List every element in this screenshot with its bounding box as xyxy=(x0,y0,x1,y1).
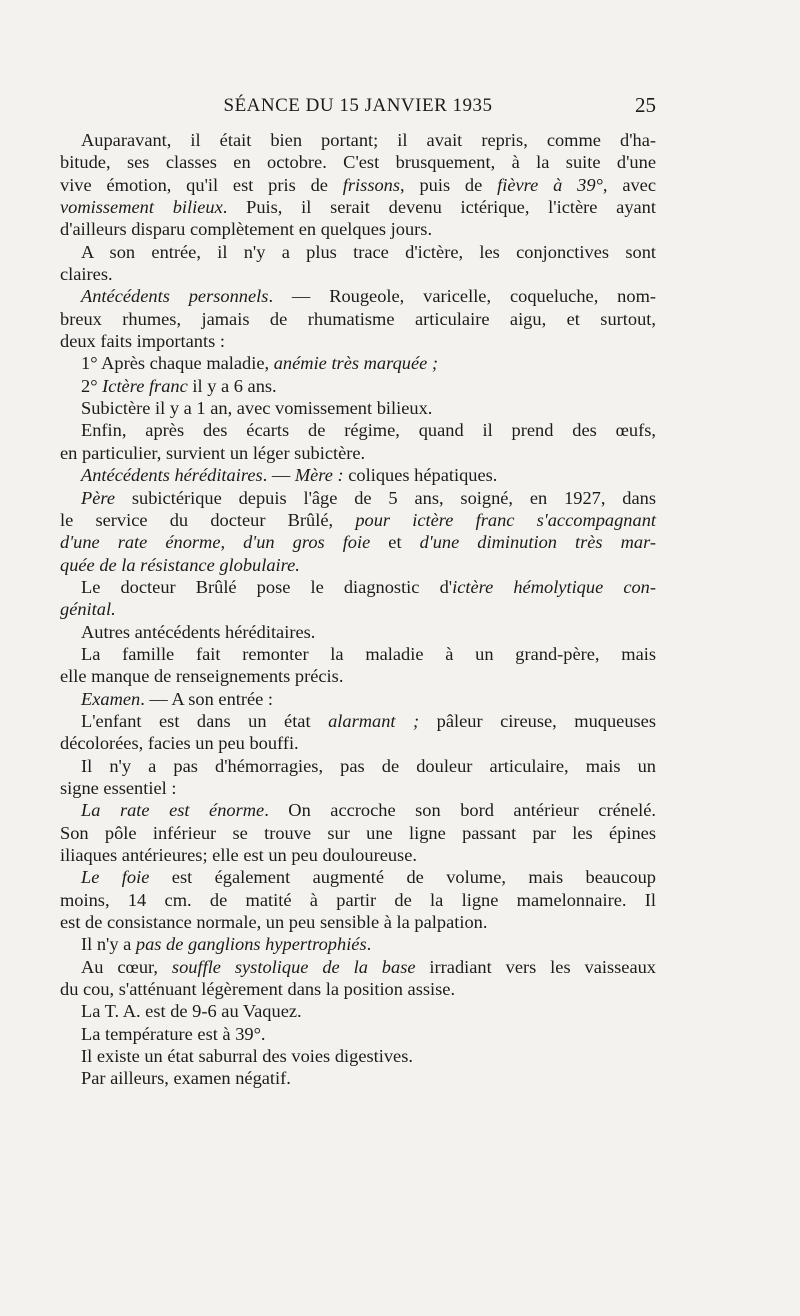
italic-text: Mère : xyxy=(294,465,344,486)
text-run: le service du docteur Brûlé, xyxy=(60,509,356,530)
text-run: subictérique depuis l'âge de 5 ans, soigné, en 1927, dans xyxy=(115,487,656,508)
text-line: La T. A. est de 9-6 au Vaquez. xyxy=(81,1001,302,1022)
italic-text: Père xyxy=(81,487,116,508)
text-line: deux faits importants : xyxy=(60,331,225,352)
text-line: Subictère il y a 1 an, avec vomissement bilieux. xyxy=(81,398,433,419)
text-line xyxy=(60,531,656,553)
italic-text: pour ictère franc s'accompagnant xyxy=(355,509,657,530)
paragraph-liver xyxy=(60,866,656,933)
text-run: L'enfant est dans un état xyxy=(81,710,329,731)
text-line: La température est à 39°. xyxy=(81,1023,266,1044)
list-item xyxy=(60,352,656,374)
text-run: . — Rougeole, varicelle, coqueluche, nom- xyxy=(268,286,657,307)
paragraph-personal-history xyxy=(60,285,656,352)
text-line: signe essentiel : xyxy=(60,777,177,798)
text-line: A son entrée, il n'y a plus trace d'ictère, les conjonctives sont xyxy=(81,241,656,262)
italic-text: génital. xyxy=(60,599,116,620)
text-run: Le docteur Brûlé pose le diagnostic xyxy=(81,576,440,597)
body-text xyxy=(60,129,656,1090)
text-line: Enfin, après des écarts de régime, quand il prend des œufs, xyxy=(81,420,656,441)
text-run: . — A son entrée : xyxy=(140,688,274,709)
text-line: elle manque de renseignements précis. xyxy=(60,666,344,687)
text-line xyxy=(60,487,656,509)
text-run: 1° Après chaque maladie, xyxy=(81,353,274,374)
text-line: Son pôle inférieur se trouve sur une ligne passant par les épines xyxy=(60,822,656,843)
text-line: en particulier, survient un léger subictère. xyxy=(60,442,366,463)
text-line: breux rhumes, jamais de rhumatisme articulaire aigu, et surtout, xyxy=(60,308,656,329)
text-line: moins, 14 cm. de matité à partir de la ligne mamelonnaire. Il xyxy=(60,889,656,910)
italic-text: Le foie xyxy=(81,867,150,888)
text-run: irradiant vers les vaisseaux xyxy=(415,956,657,977)
text-line xyxy=(60,933,656,955)
paragraph-entry xyxy=(60,241,656,286)
paragraph-signs xyxy=(60,755,656,800)
text-line: Autres antécédents héréditaires. xyxy=(81,621,316,642)
text-run: . Puis, il serait devenu ictérique, l'ictère ayant xyxy=(222,197,656,218)
italic-text: quée de la résistance globulaire. xyxy=(60,554,300,575)
text-line xyxy=(60,688,656,710)
italic-text: ictère hémolytique con- xyxy=(452,576,657,597)
text-line xyxy=(60,196,656,218)
text-line: du cou, s'atténuant légèrement dans la position assise. xyxy=(60,979,456,1000)
text-run: d' xyxy=(439,576,453,597)
page-number: 25 xyxy=(635,93,656,117)
text-line xyxy=(60,866,656,888)
text-line: Il existe un état saburral des voies digestives. xyxy=(81,1046,413,1067)
text-run: Il n'y a xyxy=(81,934,136,955)
section-heading: Antécédents héréditaires xyxy=(81,465,263,486)
text-line: Auparavant, il était bien portant; il avait repris, comme d'ha- xyxy=(81,130,656,150)
text-line: d'ailleurs disparu complètement en quelques jours. xyxy=(60,219,433,240)
text-line xyxy=(60,174,656,196)
italic-text: anémie très marquée ; xyxy=(273,353,439,374)
paragraph-history xyxy=(60,129,656,241)
text-run: pâleur cireuse, muqueuses xyxy=(419,710,657,731)
italic-text: La rate est énorme xyxy=(81,800,265,821)
italic-text: alarmant ; xyxy=(328,710,420,731)
text-line xyxy=(60,285,656,307)
text-run: vive émotion, qu'il est pris de xyxy=(60,174,343,195)
italic-text: d'une rate énorme, d'un gros foie xyxy=(60,532,371,553)
paragraph-spleen xyxy=(60,799,656,866)
running-title: SÉANCE DU 15 JANVIER 1935 xyxy=(223,95,493,116)
text-run: 2° xyxy=(81,375,103,396)
paragraph-father xyxy=(60,487,656,576)
italic-text: vomissement bilieux xyxy=(60,197,223,218)
list-item xyxy=(60,375,656,397)
section-heading: Examen xyxy=(81,688,141,709)
text-line xyxy=(60,598,656,620)
text-run: . xyxy=(366,934,372,955)
page-header xyxy=(60,93,656,123)
text-run: coliques hépatiques. xyxy=(343,465,498,486)
text-run: Au cœur, xyxy=(81,956,172,977)
italic-text: Ictère franc xyxy=(102,375,188,396)
italic-text: frissons xyxy=(342,174,401,195)
text-run: , avec xyxy=(602,174,657,195)
text-line: La famille fait remonter la maladie à un grand-père, mais xyxy=(81,643,656,664)
text-line xyxy=(60,464,656,486)
paragraph-heart xyxy=(60,956,656,1001)
text-line: bitude, ses classes en octobre. C'est brusquement, à la suite d'une xyxy=(60,152,656,173)
paragraph-diagnosis xyxy=(60,576,656,621)
text-line: Il n'y a pas d'hémorragies, pas de douleur articulaire, mais un xyxy=(81,755,656,776)
paragraph-family xyxy=(60,643,656,688)
text-run: il y a 6 ans. xyxy=(187,375,277,396)
text-line xyxy=(60,509,656,531)
text-run: . On accroche son bord antérieur crénelé. xyxy=(264,800,656,821)
italic-text: fièvre à 39° xyxy=(497,174,603,195)
section-heading: Antécédents personnels xyxy=(81,286,269,307)
text-run: , puis de xyxy=(400,174,498,195)
italic-text: pas de ganglions hypertrophiés xyxy=(135,934,367,955)
text-run: . — xyxy=(262,465,295,486)
text-line: est de consistance normale, un peu sensible à la palpation. xyxy=(60,912,488,933)
text-run: et xyxy=(370,532,420,553)
text-line xyxy=(60,554,656,576)
italic-text: souffle systolique de la base xyxy=(171,956,416,977)
text-line: décolorées, facies un peu bouffi. xyxy=(60,733,299,754)
paragraph-diet xyxy=(60,419,656,464)
text-line xyxy=(60,799,656,821)
text-line xyxy=(60,956,656,978)
text-line xyxy=(60,710,656,732)
text-line: Par ailleurs, examen négatif. xyxy=(81,1068,291,1089)
text-line: claires. xyxy=(60,264,113,285)
paragraph-state xyxy=(60,710,656,755)
text-line xyxy=(60,576,656,598)
text-line: iliaques antérieures; elle est un peu douloureuse. xyxy=(60,845,417,865)
italic-text: d'une diminution très mar- xyxy=(419,532,656,553)
text-run: est également augmenté de volume, mais beaucoup xyxy=(149,867,656,888)
